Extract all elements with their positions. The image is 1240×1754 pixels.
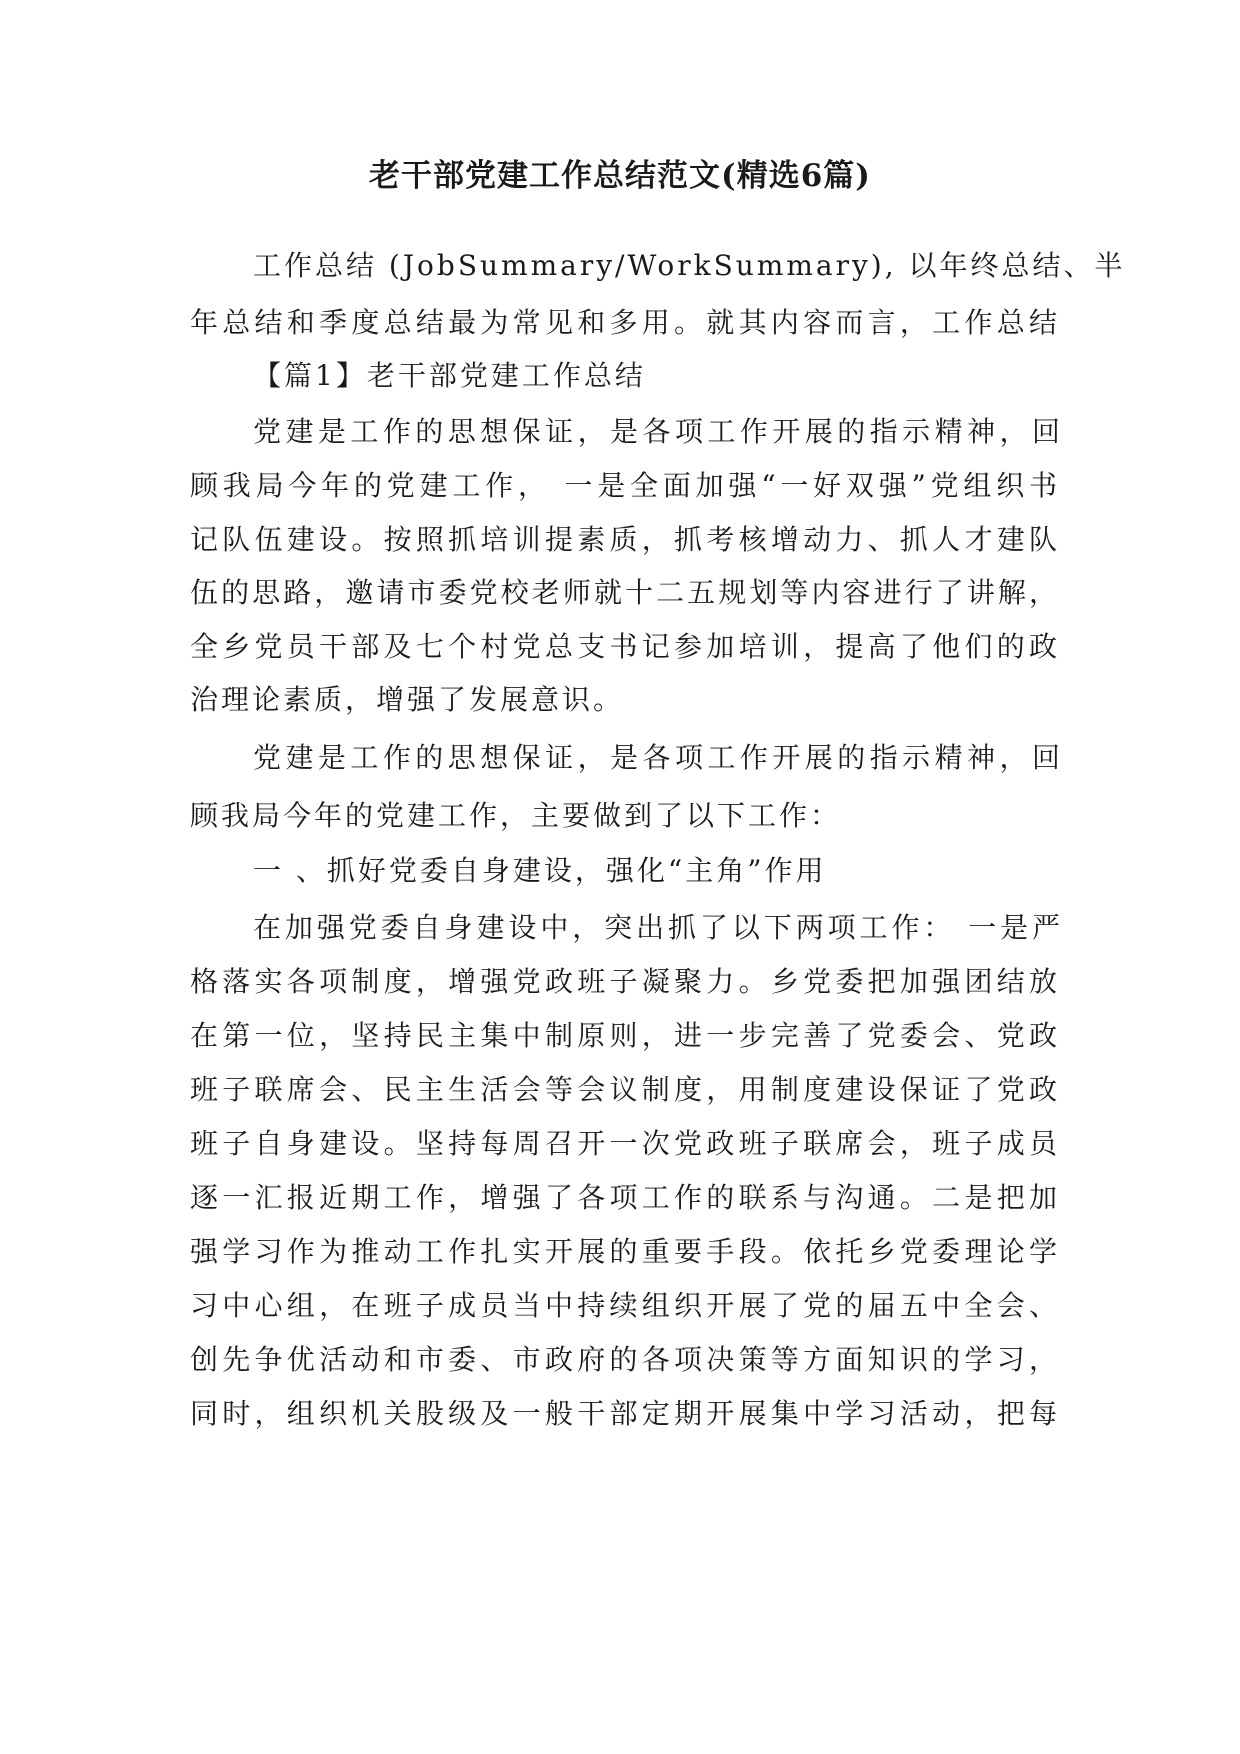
paragraph-line: 逐一汇报近期工作，增强了各项工作的联系与沟通。二是把加 [190, 1181, 1060, 1214]
paragraph-line: 班子自身建设。坚持每周召开一次党政班子联席会，班子成员 [190, 1127, 1060, 1160]
paragraph-line: 伍的思路，邀请市委党校老师就十二五规划等内容进行了讲解， [190, 576, 1060, 609]
paragraph-line: 在第一位，坚持民主集中制原则，进一步完善了党委会、党政 [190, 1019, 1060, 1052]
subsection-heading: 一 、抓好党委自身建设，强化“主角”作用 [253, 854, 827, 887]
paragraph-line: 格落实各项制度，增强党政班子凝聚力。乡党委把加强团结放 [190, 965, 1060, 998]
paragraph-line: 顾我局今年的党建工作， 一是全面加强“一好双强”党组织书 [190, 469, 1060, 502]
paragraph-line: 记队伍建设。按照抓培训提素质，抓考核增动力、抓人才建队 [190, 523, 1060, 556]
paragraph-line: 全乡党员干部及七个村党总支书记参加培训，提高了他们的政 [190, 630, 1060, 663]
paragraph-line: 治理论素质，增强了发展意识。 [190, 683, 625, 716]
paragraph-line: 习中心组，在班子成员当中持续组织开展了党的届五中全会、 [190, 1289, 1060, 1322]
paragraph-line: 在加强党委自身建设中，突出抓了以下两项工作： 一是严 [253, 911, 1063, 944]
section-heading: 【篇1】老干部党建工作总结 [253, 359, 646, 392]
paragraph-line: 年总结和季度总结最为常见和多用。就其内容而言，工作总结 [190, 306, 1060, 339]
paragraph-line: 顾我局今年的党建工作，主要做到了以下工作： [190, 799, 842, 832]
paragraph-line: 党建是工作的思想保证，是各项工作开展的指示精神，回 [253, 415, 1063, 448]
document-title: 老干部党建工作总结范文(精选6篇) [369, 158, 871, 194]
paragraph-line: 党建是工作的思想保证，是各项工作开展的指示精神，回 [253, 741, 1063, 774]
paragraph-line: 班子联席会、民主生活会等会议制度，用制度建设保证了党政 [190, 1073, 1060, 1106]
paragraph-line: 强学习作为推动工作扎实开展的重要手段。依托乡党委理论学 [190, 1235, 1060, 1268]
paragraph-line: 同时，组织机关股级及一般干部定期开展集中学习活动，把每 [190, 1397, 1060, 1430]
paragraph-line: 工作总结 (JobSummary/WorkSummary), 以年终总结、半 [253, 249, 1126, 282]
paragraph-line: 创先争优活动和市委、市政府的各项决策等方面知识的学习， [190, 1343, 1060, 1376]
